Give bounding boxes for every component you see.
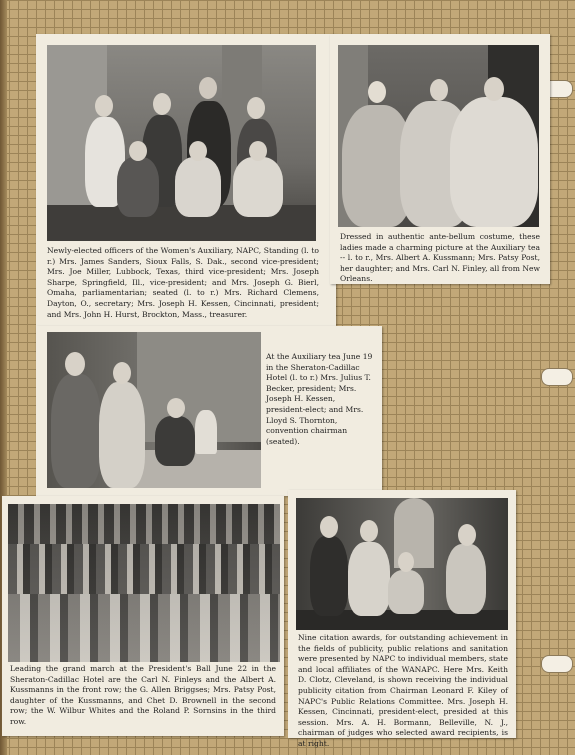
silver-urn [195,410,217,454]
caption-awards: Nine citation awards, for outstanding achievement in the fields of publicity, public relations and sanitation were presented by NAPC to individual members, state and local affiliates of the WANAPC. Here Mrs. Keith D. Clotz, Cleveland, is shown receiving the individual publicity citation from Chairman Leonard F. Kiley of NAPC's Public Relations Committee. Mrs. Joseph H. Kessen, Cincinnati, president-elect, presided at this session. Mrs. A. H. Bormann, Belleville, N. J., chairman of judges who selected award recipients, is at right. [298,633,508,748]
binder-ring-middle [541,368,573,386]
photo-tea [47,332,261,488]
photo-awards [296,498,508,630]
photo-costume [338,45,539,227]
caption-officers: Newly-elected officers of the Women's Auxiliary, NAPC, Standing (l. to r.) Mrs. James Sanders, Sioux Falls, S. Dak., second vice-president; Mrs. Joe Miller, Lubbock, Texas, third vice-president; Mrs. Joseph Sharpe, Springfield, Ill., vice-president; and Mrs. Joseph G. Bierl, Omaha, parliamentarian; seated (l. to r.) Mrs. Richard Clemens, Dayton, O., secretary; Mrs. Joseph H. Kessen, Cincinnati, president; and Mrs. John H. Hurst, Brockton, Mass., treasurer. [47,246,319,319]
clipping-awards [288,490,516,748]
caption-tea: At the Auxiliary tea June 19 in the Sheraton-Cadillac Hotel (l. to r.) Mrs. Julius T. Becker, president; Mrs. Joseph H. Kessen, president-elect; and Mrs. Lloyd S. Thornton, convention chairman (seated). [266,352,373,446]
binder-ring-bottom [541,655,573,673]
clipping-tea [36,326,382,496]
photo-ball [8,504,280,662]
caption-costume: Dressed in authentic ante-bellum costume, these ladies made a charming picture at the Auxiliary tea -- l. to r., Mrs. Albert A. Kussmann; Mrs. Patsy Post, her daughter; and Mrs. Carl N. Finley, all from New Orleans. [340,232,540,284]
clipping-ball [2,496,284,736]
clipping-costume [330,34,550,284]
caption-ball: Leading the grand march at the President's Ball June 22 in the Sheraton-Cadillac Hotel are the Carl N. Finleys and the Albert A. Kussmanns in the front row; the G. Allen Briggses; Mrs. Patsy Post, daughter of the Kussmanns, and Chet D. Brownell in the second row; the W. Wilbur Whites and the Roland P. Sornsins in the third row. [10,664,276,726]
photo-officers [47,45,316,241]
clipping-officers [36,34,336,352]
